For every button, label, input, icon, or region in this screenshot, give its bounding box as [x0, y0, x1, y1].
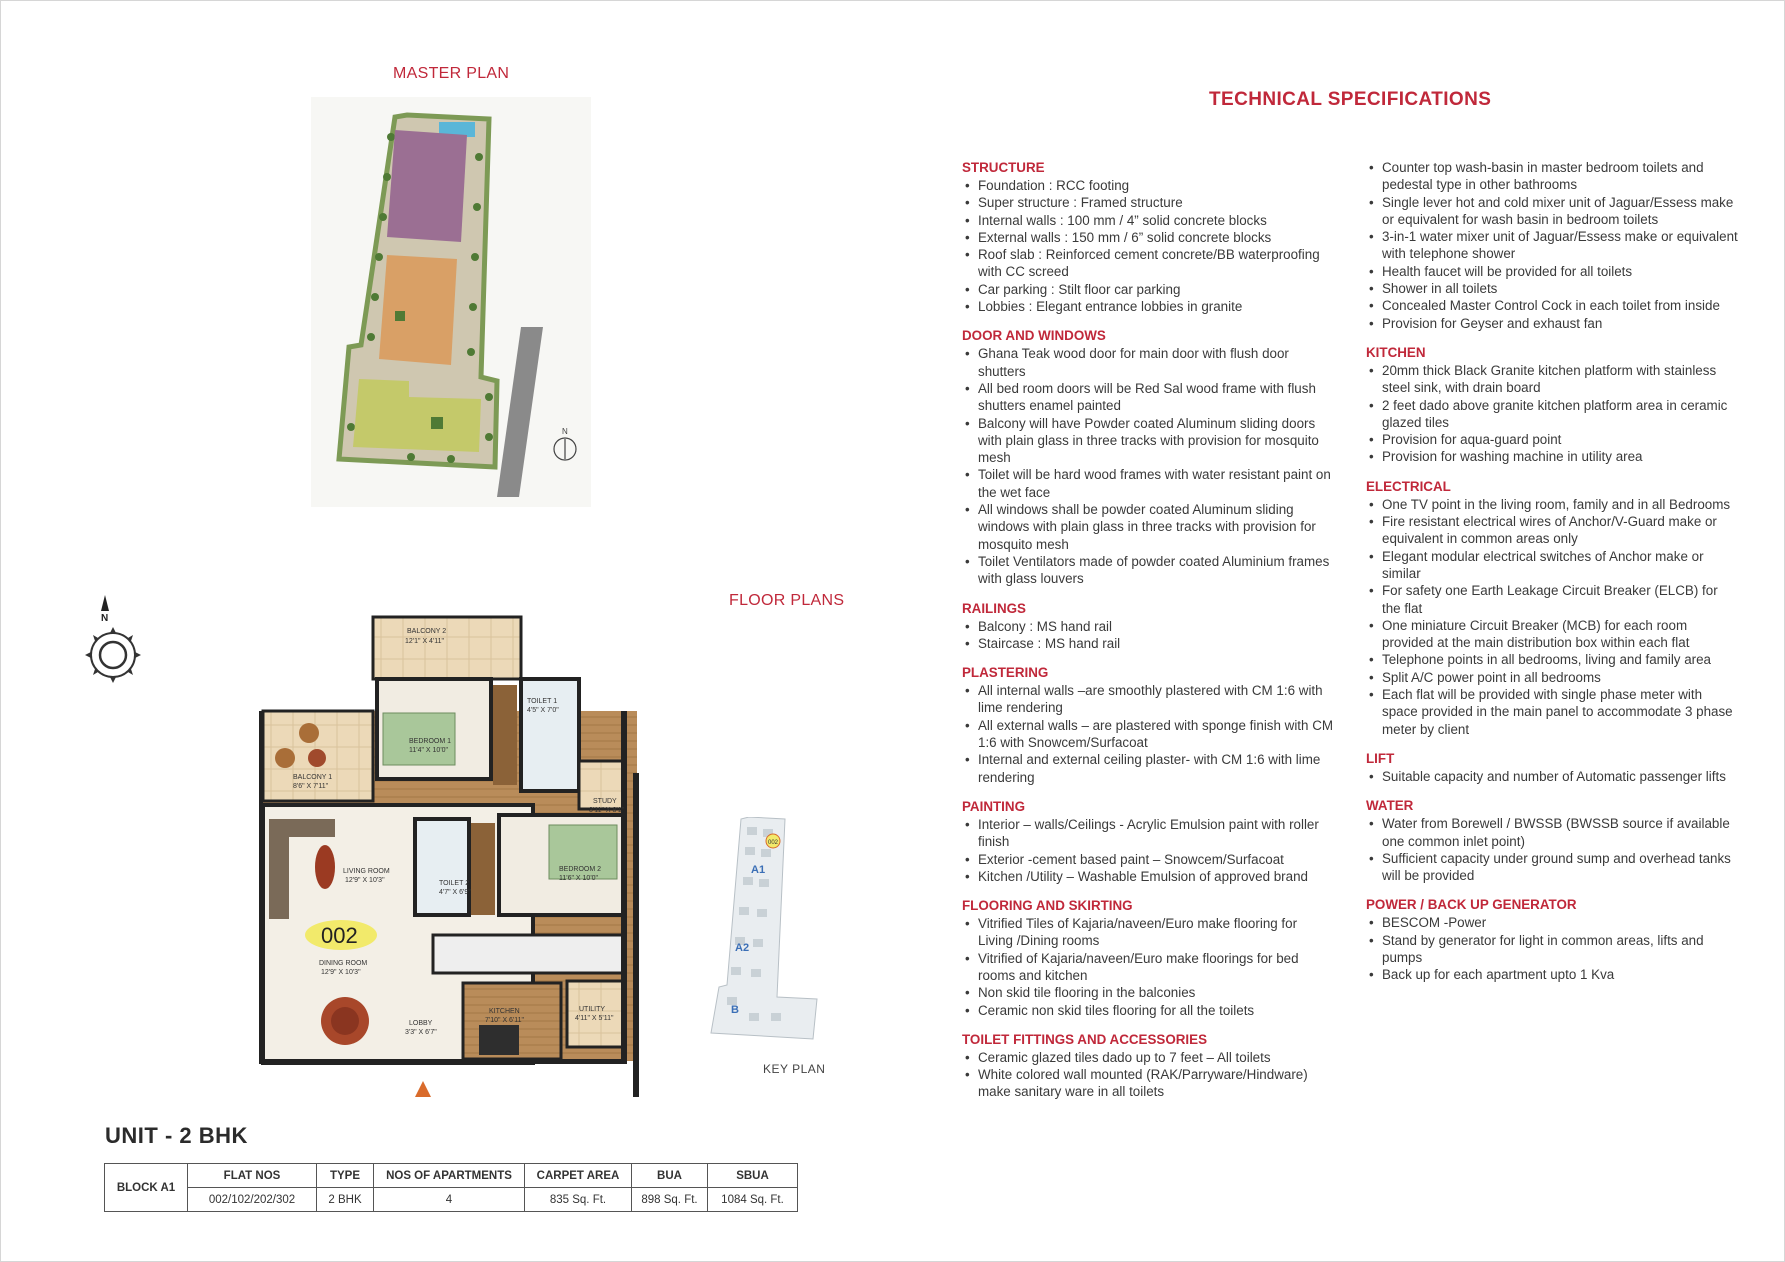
spec-item: • Fire resistant electrical wires of Anchor/V-Guard make or equivalent in common areas only [1366, 513, 1738, 548]
orange-block-shape [379, 255, 457, 365]
room-size-balcony-2: 12'1" X 4'11" [405, 638, 445, 645]
spec-item: • For safety one Earth Leakage Circuit Breaker (ELCB) for the flat [1366, 582, 1738, 617]
spec-item: • Internal walls : 100 mm / 4” solid concrete blocks [962, 212, 1334, 229]
block-cell: BLOCK A1 [105, 1164, 188, 1212]
spec-item: • BESCOM -Power [1366, 914, 1738, 931]
spec-section-railings [962, 600, 1334, 653]
spec-item: • Toilet Ventilators made of powder coated Aluminium frames with glass louvers [962, 553, 1334, 588]
compass-n-label: N [101, 613, 109, 624]
room-label-toilet-1: TOILET 1 [527, 698, 558, 705]
spec-item: • Toilet will be hard wood frames with water resistant paint on the wet face [962, 466, 1334, 501]
master-plan-drawing [311, 97, 591, 507]
room-label-bedroom-2: BEDROOM 2 [559, 866, 602, 873]
spec-heading: LIFT [1366, 750, 1395, 766]
spec-item: • Single lever hot and cold mixer unit of Jaguar/Essess make or equivalent for wash basin in bedroom toilets [1366, 194, 1738, 229]
spec-item: • One TV point in the living room, family and in all Bedrooms [1366, 496, 1738, 513]
key-plan-caption: KEY PLAN [763, 1062, 826, 1076]
room-size-bedroom-1: 11'4" X 10'0" [409, 747, 449, 754]
spec-section-structure [962, 159, 1334, 315]
spec-item: • Split A/C power point in all bedrooms [1366, 669, 1738, 686]
master-plan-title: MASTER PLAN [393, 65, 510, 82]
spec-heading: ELECTRICAL [1366, 478, 1451, 494]
spec-heading: PAINTING [962, 798, 1025, 814]
unit-details-table [104, 1163, 798, 1212]
spec-section-water [1366, 797, 1738, 884]
room-size-lobby: 3'3" X 6'7" [405, 1029, 437, 1036]
floor-plan-image [249, 593, 649, 1113]
table-cell: 835 Sq. Ft. [525, 1188, 632, 1212]
spec-section-lift [1366, 750, 1738, 785]
spec-item: • Sufficient capacity under ground sump and overhead tanks will be provided [1366, 850, 1738, 885]
room-size-balcony-1: 8'6" X 7'11" [293, 783, 329, 790]
key-plan-label-a2: A2 [735, 942, 750, 954]
spec-heading: KITCHEN [1366, 344, 1426, 360]
spec-item: • Staircase : MS hand rail [962, 635, 1334, 652]
spec-item: • Water from Borewell / BWSSB (BWSSB source if available one common inlet point) [1366, 815, 1738, 850]
spec-item: • Interior – walls/Ceilings - Acrylic Emulsion paint with roller finish [962, 816, 1334, 851]
spec-item: • Stand by generator for light in common areas, lifts and pumps [1366, 932, 1738, 967]
technical-specifications-title: TECHNICAL SPECIFICATIONS [1209, 89, 1492, 110]
table-cell: 898 Sq. Ft. [632, 1188, 708, 1212]
spec-item: • Lobbies : Elegant entrance lobbies in granite [962, 298, 1334, 315]
room-label-bedroom-1: BEDROOM 1 [409, 738, 452, 745]
room-label-balcony-2: BALCONY 2 [407, 628, 447, 635]
spec-section-electrical [1366, 478, 1738, 738]
room-label-balcony-1: BALCONY 1 [293, 774, 333, 781]
spec-section-painting [962, 798, 1334, 885]
spec-heading: STRUCTURE [962, 160, 1045, 175]
room-label-living-room: LIVING ROOM [343, 868, 390, 875]
table-cell: 2 BHK [317, 1188, 374, 1212]
specs-column-right [1366, 159, 1738, 996]
room-size-toilet-2: 4'7" X 6'9" [439, 889, 471, 896]
spec-item: • Ghana Teak wood door for main door with flush door shutters [962, 345, 1334, 380]
spec-item: • Provision for Geyser and exhaust fan [1366, 315, 1738, 332]
spec-item: • Shower in all toilets [1366, 280, 1738, 297]
spec-heading: TOILET FITTINGS AND ACCESSORIES [962, 1031, 1208, 1047]
spec-item: • Vitrified of Kajaria/naveen/Euro make floorings for bed rooms and kitchen [962, 950, 1334, 985]
spec-item: • 20mm thick Black Granite kitchen platform with stainless steel sink, with drain board [1366, 362, 1738, 397]
spec-item: • Non skid tile flooring in the balconies [962, 984, 1334, 1001]
spec-item: • Balcony : MS hand rail [962, 618, 1334, 635]
spec-item: • All external walls – are plastered with sponge finish with CM 1:6 with Snowcem/Surfacoat [962, 717, 1334, 752]
key-plan-label-a1: A1 [751, 864, 766, 876]
spec-item: • Health faucet will be provided for all toilets [1366, 263, 1738, 280]
purple-block-shape [387, 130, 467, 242]
spec-section-power-backup [1366, 896, 1738, 983]
spec-item: • All windows shall be powder coated Aluminum sliding windows with plain glass in three tracks with provision for mosquito mesh [962, 501, 1334, 553]
spec-item: • Ceramic non skid tiles flooring for all the toilets [962, 1002, 1334, 1019]
spec-section-door-and-windows [962, 327, 1334, 587]
floor-plans-title: FLOOR PLANS [729, 592, 845, 609]
spec-item: • 2 feet dado above granite kitchen platform area in ceramic glazed tiles [1366, 397, 1738, 432]
spec-item: • Back up for each apartment upto 1 Kva [1366, 966, 1738, 983]
spec-heading: RAILINGS [962, 600, 1026, 616]
room-size-living-room: 12'9" X 10'3" [345, 877, 385, 884]
table-cell: 002/102/202/302 [188, 1188, 317, 1212]
table-header: SBUA [708, 1164, 798, 1188]
spec-item: • Vitrified Tiles of Kajaria/naveen/Euro make flooring for Living /Dining rooms [962, 915, 1334, 950]
room-size-dining-room: 12'9" X 10'3" [321, 969, 361, 976]
table-cell: 4 [374, 1188, 525, 1212]
spec-item: • Balcony will have Powder coated Aluminum sliding doors with plain glass in three tracks with provision for mosquito mesh [962, 415, 1334, 467]
spec-item: • Elegant modular electrical switches of Anchor make or similar [1366, 548, 1738, 583]
spec-item: • White colored wall mounted (RAK/Parryware/Hindware) make sanitary ware in all toilets [962, 1066, 1334, 1101]
spec-heading: PLASTERING [962, 665, 1049, 681]
spec-item: • Concealed Master Control Cock in each toilet from inside [1366, 297, 1738, 314]
table-header: FLAT NOS [188, 1164, 317, 1188]
spec-section-kitchen [1366, 344, 1738, 466]
compass-rose-icon [73, 591, 159, 685]
key-plan-marker: 002 [768, 840, 779, 846]
spec-item: • Foundation : RCC footing [962, 177, 1334, 194]
unit-number-label: 002 [321, 923, 358, 948]
spec-section-flooring-and-skirting [962, 897, 1334, 1019]
spec-section-toilet-fittings [962, 1031, 1334, 1101]
spec-heading: POWER / BACK UP GENERATOR [1366, 897, 1577, 913]
spec-section-plastering [962, 664, 1334, 786]
table-header: NOS OF APARTMENTS [374, 1164, 525, 1188]
room-label-dining-room: DINING ROOM [319, 960, 368, 967]
spec-item: • Each flat will be provided with single phase meter with space provided in the main panel to accommodate 3 phase meter by client [1366, 686, 1738, 738]
spec-section-toilet-fittings-continued [1366, 159, 1738, 332]
spec-item: • 3-in-1 water mixer unit of Jaguar/Essess make or equivalent with telephone shower [1366, 228, 1738, 263]
spec-item: • All bed room doors will be Red Sal wood frame with flush shutters enamel painted [962, 380, 1334, 415]
table-cell: 1084 Sq. Ft. [708, 1188, 798, 1212]
spec-item: • One miniature Circuit Breaker (MCB) for each room provided at the main distribution box within each flat [1366, 617, 1738, 652]
master-plan-image [311, 97, 591, 507]
table-header: BUA [632, 1164, 708, 1188]
room-size-bedroom-2: 11'6" X 10'0" [559, 875, 599, 882]
spec-item: • Provision for washing machine in utility area [1366, 448, 1738, 465]
spec-item: • Counter top wash-basin in master bedroom toilets and pedestal type in other bathrooms [1366, 159, 1738, 194]
spec-item: • Exterior -cement based paint – Snowcem/Surfacoat [962, 851, 1334, 868]
floor-plan-drawing [249, 593, 649, 1113]
key-plan-label-b: B [731, 1004, 739, 1016]
specs-column-left [962, 159, 1334, 1113]
spec-item: • Roof slab : Reinforced cement concrete/BB waterproofing with CC screed [962, 246, 1334, 281]
room-size-study: 3'11" X 8'1" [589, 807, 625, 814]
key-plan-image [701, 817, 833, 1049]
room-size-toilet-1: 4'5" X 7'0" [527, 707, 559, 714]
spec-item: • Telephone points in all bedrooms, living and family area [1366, 651, 1738, 668]
room-label-lobby: LOBBY [409, 1020, 433, 1027]
room-label-toilet-2: TOILET 2 [439, 880, 470, 887]
spec-item: • All internal walls –are smoothly plastered with CM 1:6 with lime rendering [962, 682, 1334, 717]
spec-heading: DOOR AND WINDOWS [962, 328, 1106, 344]
spec-item: • Suitable capacity and number of Automatic passenger lifts [1366, 768, 1738, 785]
spec-heading: WATER [1366, 798, 1414, 814]
spec-item: • Provision for aqua-guard point [1366, 431, 1738, 448]
room-size-utility: 4'11" X 5'11" [575, 1015, 614, 1022]
master-north-label: N [562, 427, 568, 436]
unit-title: UNIT - 2 BHK [105, 1123, 248, 1148]
spec-item: • Internal and external ceiling plaster- with CM 1:6 with lime rendering [962, 751, 1334, 786]
spec-heading: FLOORING AND SKIRTING [962, 898, 1133, 914]
spec-item: • Kitchen /Utility – Washable Emulsion of approved brand [962, 868, 1334, 885]
table-header: TYPE [317, 1164, 374, 1188]
room-size-kitchen: 7'10" X 6'11" [485, 1017, 525, 1024]
spec-item: • Super structure : Framed structure [962, 194, 1334, 211]
table-header: CARPET AREA [525, 1164, 632, 1188]
room-label-utility: UTILITY [579, 1006, 606, 1013]
spec-item: • Car parking : Stilt floor car parking [962, 281, 1334, 298]
room-label-kitchen: KITCHEN [489, 1008, 520, 1015]
spec-item: • External walls : 150 mm / 6” solid concrete blocks [962, 229, 1334, 246]
spec-item: • Ceramic glazed tiles dado up to 7 feet – All toilets [962, 1049, 1334, 1066]
room-label-study: STUDY [593, 798, 617, 805]
